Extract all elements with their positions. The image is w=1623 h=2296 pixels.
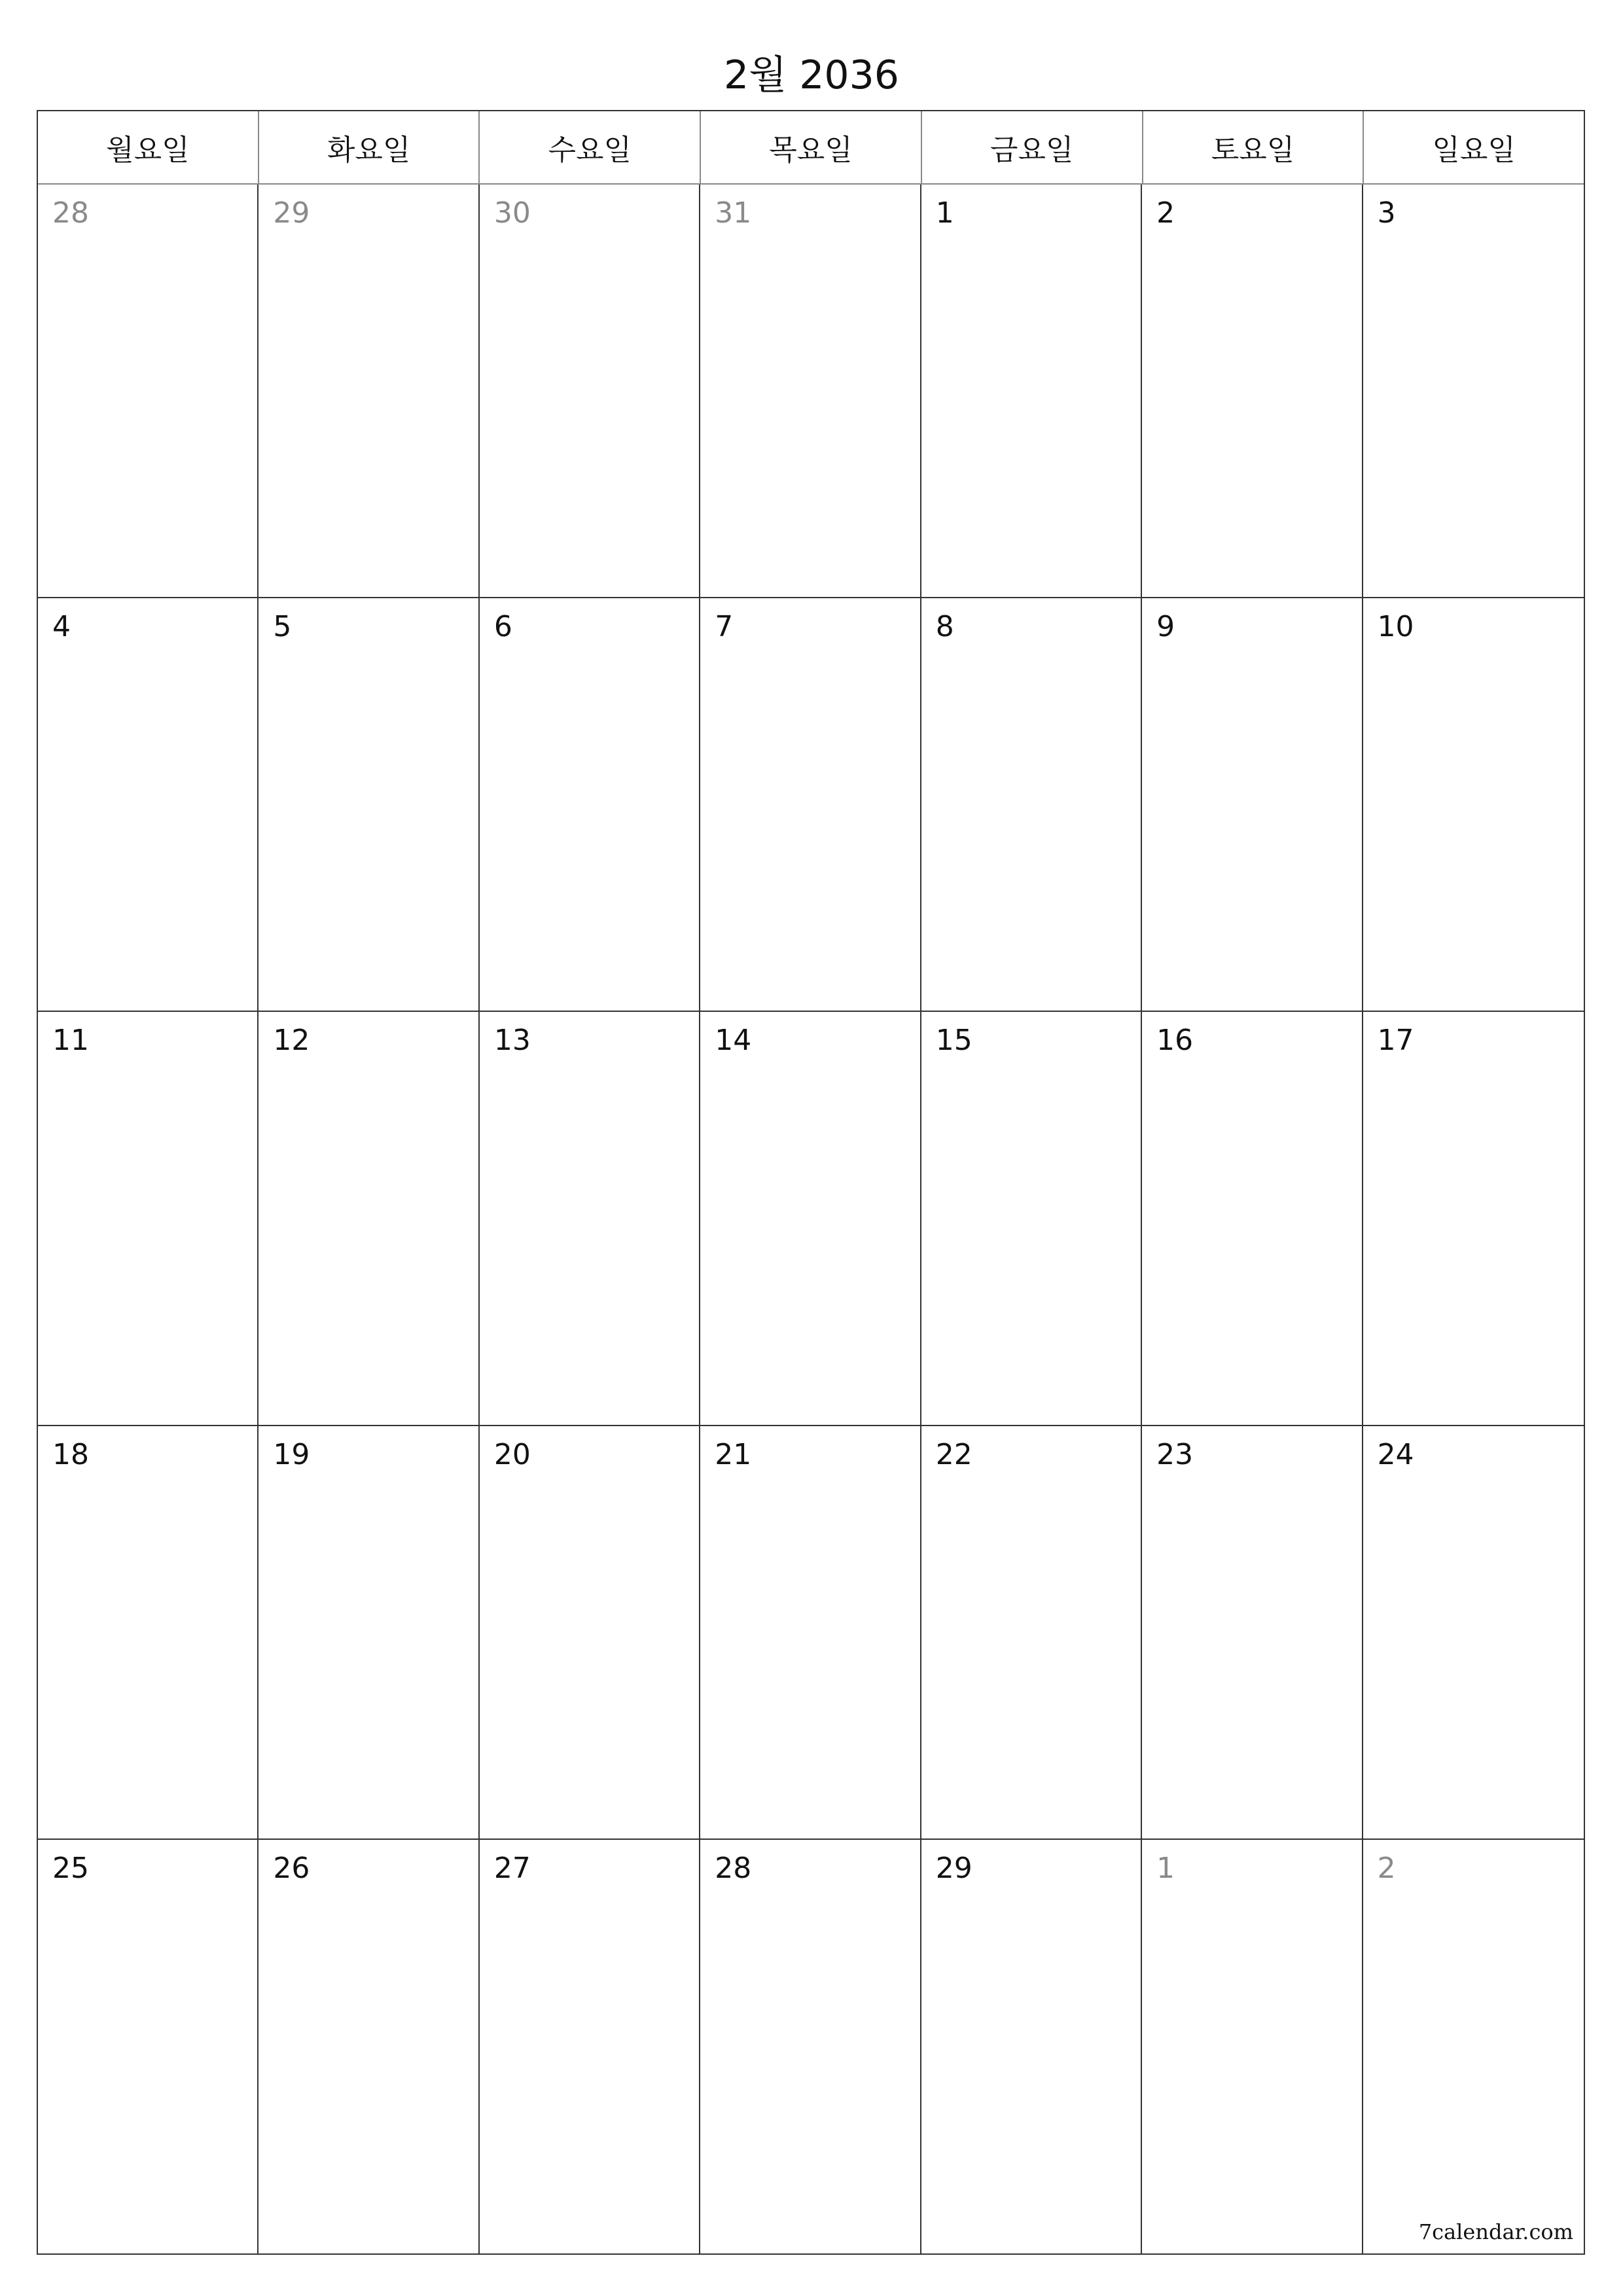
day-cell [480,598,700,1012]
day-cell-adjacent-month [259,185,479,598]
day-number: 6 [493,610,512,644]
day-number: 2 [1156,196,1175,230]
watermark: 7calendar.com [1418,2219,1573,2244]
day-cell [700,598,921,1012]
day-cell [480,1012,700,1426]
day-cell [921,1840,1142,2253]
day-cell [1363,1012,1584,1426]
day-number: 8 [935,610,954,644]
weekday-header-wednesday: 수요일 [480,111,701,183]
day-cell [700,1840,921,2253]
day-number: 28 [715,1851,752,1885]
day-number: 22 [935,1437,972,1471]
day-cell [38,598,259,1012]
day-number: 27 [493,1851,531,1885]
day-number: 31 [715,196,752,230]
day-cell [259,598,479,1012]
weekday-header-monday: 월요일 [38,111,259,183]
calendar-grid [37,110,1585,2255]
day-number: 28 [52,196,89,230]
day-number: 20 [493,1437,531,1471]
day-cell [1363,598,1584,1012]
day-number: 1 [935,196,954,230]
day-number: 23 [1156,1437,1194,1471]
day-number: 13 [493,1024,531,1058]
day-number: 15 [935,1024,972,1058]
day-number: 24 [1377,1437,1414,1471]
day-cell [259,1840,479,2253]
day-cell [38,1840,259,2253]
day-number: 26 [273,1851,310,1885]
day-cell-adjacent-month [1142,1840,1363,2253]
day-number: 12 [273,1024,310,1058]
day-number: 10 [1377,610,1414,644]
day-cell [921,185,1142,598]
page-title: 2월 2036 [724,52,899,98]
day-cell [921,1426,1142,1840]
day-cell [259,1012,479,1426]
day-cell [921,1012,1142,1426]
weekday-header-thursday: 목요일 [701,111,922,183]
day-number: 7 [715,610,734,644]
day-number: 14 [715,1024,752,1058]
day-number: 2 [1377,1851,1396,1885]
weekday-header-sunday: 일요일 [1432,134,1516,167]
day-cell [1363,185,1584,598]
day-cell [700,1012,921,1426]
day-number: 17 [1377,1024,1414,1058]
weekday-header-row [38,111,1584,185]
day-number: 30 [493,196,531,230]
day-number: 21 [715,1437,752,1471]
day-cell-adjacent-month [480,185,700,598]
weekday-header-tuesday: 화요일 [259,111,480,183]
day-cell [38,1012,259,1426]
day-number: 29 [935,1851,972,1885]
day-cell [1142,1426,1363,1840]
day-cell [700,1426,921,1840]
day-number: 18 [52,1437,89,1471]
day-number: 1 [1156,1851,1175,1885]
day-cell [480,1426,700,1840]
day-cell [259,1426,479,1840]
day-cell [38,1426,259,1840]
day-cell-adjacent-month [700,185,921,598]
day-cell-adjacent-month [1363,1840,1584,2253]
day-number: 19 [273,1437,310,1471]
day-grid [38,185,1584,2253]
day-number: 9 [1156,610,1175,644]
day-cell [1142,185,1363,598]
day-cell-adjacent-month [38,185,259,598]
day-cell [1142,1012,1363,1426]
day-number: 3 [1377,196,1396,230]
day-number: 25 [52,1851,89,1885]
day-number: 4 [52,610,71,644]
day-number: 16 [1156,1024,1194,1058]
day-cell [921,598,1142,1012]
day-number: 29 [273,196,310,230]
day-number: 11 [52,1024,89,1058]
weekday-header-saturday: 토요일 [1143,111,1364,183]
day-cell [1363,1426,1584,1840]
weekday-header-friday: 금요일 [922,111,1143,183]
day-cell [1142,598,1363,1012]
day-number: 5 [273,610,292,644]
day-cell [480,1840,700,2253]
